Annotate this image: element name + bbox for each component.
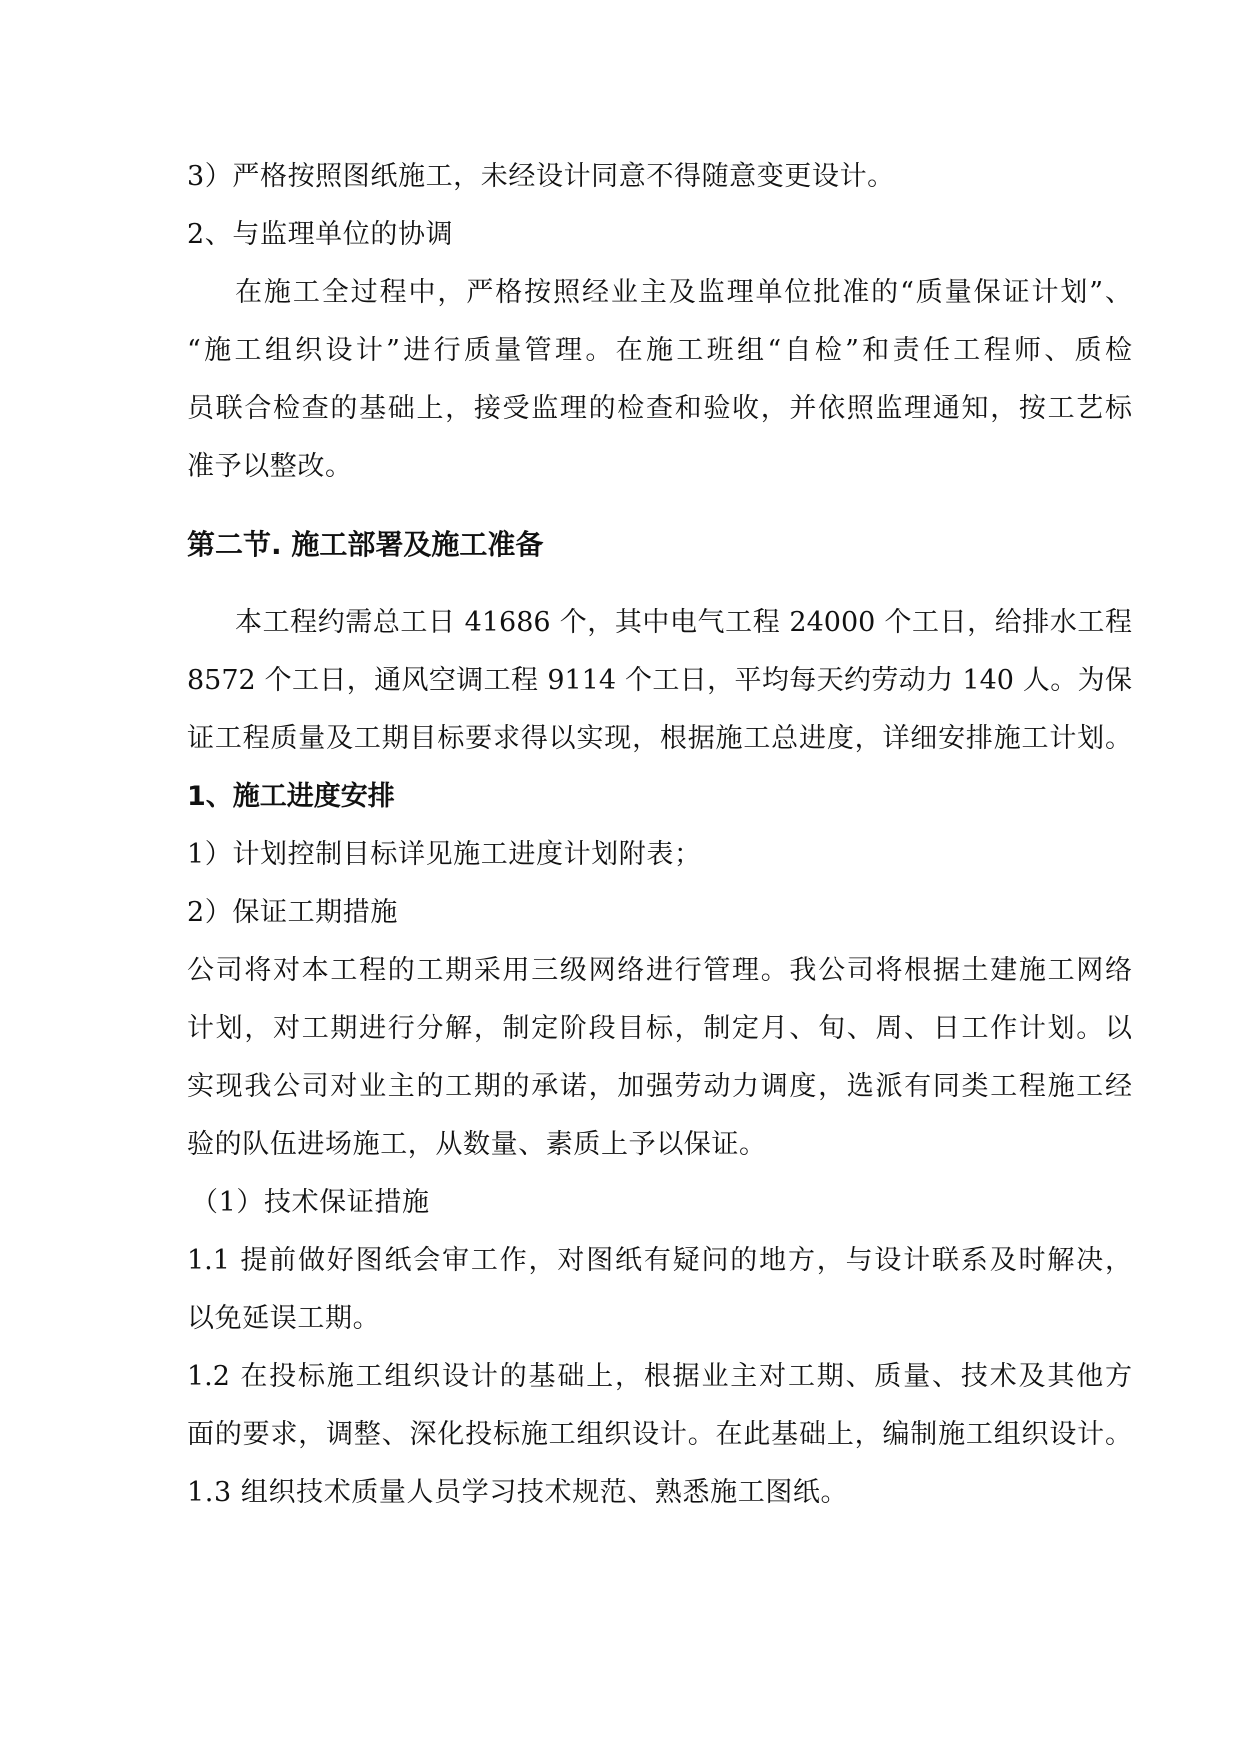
paragraph-line: 在施工全过程中，严格按照经业主及监理单位批准的“质量保证计划”、 (235, 277, 1132, 308)
paragraph-line: 1.2 在投标施工组织设计的基础上，根据业主对工期、质量、技术及其他方 (187, 1361, 1132, 1392)
paragraph-line: 面的要求，调整、深化投标施工组织设计。在此基础上，编制施工组织设计。 (187, 1419, 1132, 1450)
paragraph-line: 证工程质量及工期目标要求得以实现，根据施工总进度，详细安排施工计划。 (187, 723, 1132, 754)
list-item-3: 3）严格按照图纸施工，未经设计同意不得随意变更设计。 (187, 161, 895, 192)
paragraph-schedule-management (187, 942, 1132, 1174)
paragraph-line: 8572 个工日，通风空调工程 9114 个工日，平均每天约劳动力 140 人。为保 (187, 665, 1132, 696)
paragraph-line: 实现我公司对业主的工期的承诺，加强劳动力调度，选派有同类工程施工经 (187, 1071, 1132, 1102)
list-item-1: 1）计划控制目标详见施工进度计划附表； (187, 839, 702, 870)
document-body (187, 148, 1132, 1522)
subsection-title: 1、施工进度安排 (187, 781, 395, 812)
numbered-item-1-1 (187, 1232, 1132, 1348)
list-item-2: 2）保证工期措施 (187, 897, 398, 928)
paragraph-line: 以免延误工期。 (187, 1303, 381, 1334)
section-title: 第二节. 施工部署及施工准备 (187, 528, 544, 561)
subheading-tech-measures: （1）技术保证措施 (191, 1187, 430, 1218)
paragraph-line: 1.1 提前做好图纸会审工作，对图纸有疑问的地方，与设计联系及时解决， (187, 1245, 1132, 1276)
numbered-item-1-3: 1.3 组织技术质量人员学习技术规范、熟悉施工图纸。 (187, 1477, 849, 1508)
paragraph-line: 准予以整改。 (187, 451, 353, 482)
paragraph-line: 本工程约需总工日 41686 个，其中电气工程 24000 个工日，给排水工程 (235, 607, 1132, 638)
paragraph-line: 验的队伍进场施工，从数量、素质上予以保证。 (187, 1129, 767, 1160)
paragraph-line: “施工组织设计”进行质量管理。在施工班组“自检”和责任工程师、质检 (187, 335, 1132, 366)
subheading-supervision-coordination: 2、与监理单位的协调 (187, 219, 454, 250)
paragraph-line: 员联合检查的基础上，接受监理的检查和验收，并依照监理通知，按工艺标 (187, 393, 1132, 424)
numbered-item-1-2 (187, 1348, 1132, 1464)
paragraph-quality-management (187, 264, 1132, 496)
paragraph-labor-estimate (187, 594, 1132, 768)
paragraph-line: 计划，对工期进行分解，制定阶段目标，制定月、旬、周、日工作计划。以 (187, 1013, 1132, 1044)
paragraph-line: 公司将对本工程的工期采用三级网络进行管理。我公司将根据土建施工网络 (187, 955, 1132, 986)
